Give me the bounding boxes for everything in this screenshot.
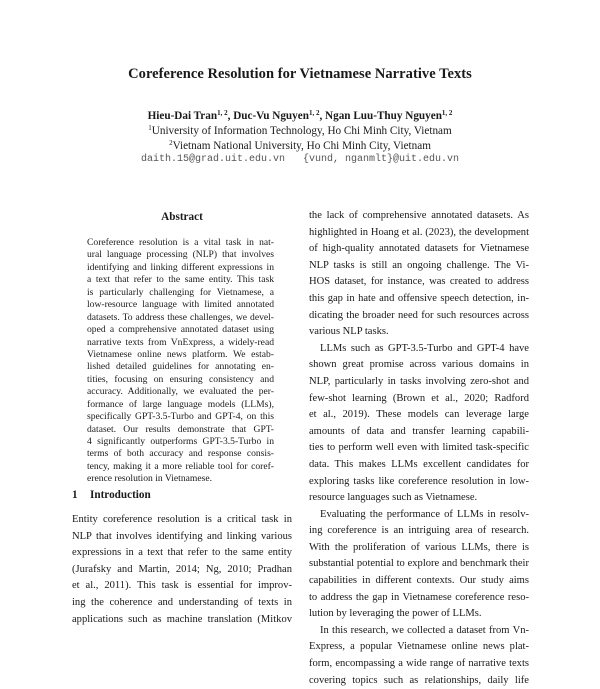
text-line: to address the gap in Vietnamese coreference reso- [309,591,529,603]
author-affil-mark: 1, 2 [308,109,320,117]
author-affil-mark: 1, 2 [217,109,228,117]
text-line: NLP, particularly in tasks involving zero-shot and [309,375,529,387]
text-line: ties to perform well even with limited task-specific [309,442,529,454]
affiliation [0,124,600,137]
abstract-heading: Abstract [161,211,203,223]
paper-title: Coreference Resolution for Vietnamese Narrative Texts [128,66,472,82]
text-line: few-shot learning (Brown et al., 2020; Radford [309,392,529,404]
text-line: formance of large language models (LLMs), [87,398,274,410]
text-line: Express, a popular Vietnamese online news plat- [309,641,529,653]
text-line: erence resolution in Vietnamese. [87,473,212,485]
author-list: Hieu-Dai Tran$^{1, 2}$, Duc-Vu Nguyen$^{1, 2}$, Ngan Luu-Thuy Nguyen$^{1, 2}$ [147,109,453,122]
text-line: ing the coherence and understanding of texts in [72,596,292,608]
text-line: shown great promise across various domains in [309,359,529,371]
text-line: Evaluating the performance of LLMs in resolv- [320,508,529,520]
text-line: Coreference resolution is a vital task in nat- [87,237,274,248]
text-line: dicating the broader need for such resources across [309,309,529,321]
affiliation-mark: 1 [148,124,152,132]
text-line: identifying and linking different expressions in [87,261,274,273]
text-line: With the proliferation of various LLMs, there is [309,541,529,553]
text-line: capabilities in different contexts. Our study aims [309,575,529,587]
text-line: resource languages such as Vietnamese. [309,492,478,504]
text-line: tities, focusing on ensuring consistency and [87,373,274,385]
text-line: Vietnamese online news platform. We estab- [87,348,274,360]
text-line: form, encompassing a wide range of narrative texts [309,658,529,670]
introduction-body [72,512,292,628]
text-line: highlighted in Hoang et al. (2023), the development [309,226,529,238]
abstract-body [87,237,274,486]
affiliation-mark: 2 [169,139,173,147]
text-line: 4 significantly outperforms GPT-3.5-Turbo in [87,436,274,447]
text-line: covering topics such as relationships, daily life [309,674,529,686]
text-line: ural language processing (NLP) that involves [87,249,274,261]
right-column-body [309,208,529,689]
text-line: applications such as machine translation (Mitkov [72,613,292,625]
text-line: narrative texts from VnExpress, a widely-read [87,336,274,348]
text-line: (Jurafsky and Martin, 2014; Ng, 2010; Pradhan [72,563,292,575]
text-line: amounts of data and transfer learning capabili- [309,425,529,437]
text-line: of high-quality annotated datasets for Vietnamese [309,243,529,255]
affiliation-text: University of Information Technology, Ho Chi Minh City, Vietnam [151,125,452,137]
text-line: exploring tasks like coreference resolution in low- [309,475,529,487]
text-line: et al., 2011). This task is essential for improv- [72,580,292,592]
text-line: specifically GPT-3.5-Turbo and GPT-4, on this [87,411,274,423]
author-name: Ngan Luu-Thuy Nguyen [325,110,442,122]
text-line: LLMs such as GPT-3.5-Turbo and GPT-4 have [320,342,529,354]
text-line: oped a comprehensive annotated dataset using [87,324,274,336]
text-line: data. This makes LLMs excellent candidates for [309,458,529,470]
section-heading-introduction [72,489,151,501]
text-line: a text that refer to the same entity. This task [87,274,274,286]
text-line: Entity coreference resolution is a critical task in [72,514,292,525]
text-line: the lack of comprehensive annotated datasets. As [309,210,529,221]
affiliation-text: Vietnam National University, Ho Chi Minh City, Vietnam [172,140,431,152]
text-line: low-resource language with limited annotated [87,299,274,311]
text-line: datasets. To address these challenges, we devel- [87,311,274,323]
section-title: Introduction [90,489,151,501]
author-emails [0,154,600,165]
text-line: terms of both accuracy and response consis- [87,448,274,460]
email: {vund, nganmlt}@uit.edu.vn [303,154,460,165]
text-line: NLP that involves identifying and linking various [72,530,292,542]
text-line: this gap in hate and offensive speech detection, in- [309,292,529,304]
text-line: ing coreference is an intriguing area of research. [309,525,529,537]
text-line: NLP tasks is still an ongoing challenge. The Vi- [309,259,529,271]
section-number: 1 [72,489,78,501]
author-affil-mark: 1, 2 [441,109,453,117]
author-name: Duc-Vu Nguyen [233,110,309,122]
text-line: lution by leveraging the power of LLMs. [309,608,482,620]
text-line: In this research, we collected a dataset from Vn- [320,624,529,636]
text-line: HOS dataset, for instance, was created to address [309,276,529,288]
text-line: lished detailed guidelines for annotating en- [87,361,274,373]
text-line: substantial potential to explore and benchmark their [309,558,529,570]
text-line: et al., 2019). These models can leverage large [309,409,529,421]
text-line: is particularly challenging for Vietnamese, a [87,286,274,298]
text-line: various NLP tasks. [309,326,389,338]
email: daith.15@grad.uit.edu.vn [140,154,285,165]
text-line: tency, making it a more reliable tool for coref- [87,460,274,472]
affiliation [0,139,600,152]
text-line: dataset. Our results demonstrate that GPT- [87,423,274,435]
author-name: Hieu-Dai Tran [147,110,218,122]
text-line: expressions in a text that refer to the same entity [72,547,292,559]
text-line: accuracy. Additionally, we evaluated the per- [87,386,274,398]
